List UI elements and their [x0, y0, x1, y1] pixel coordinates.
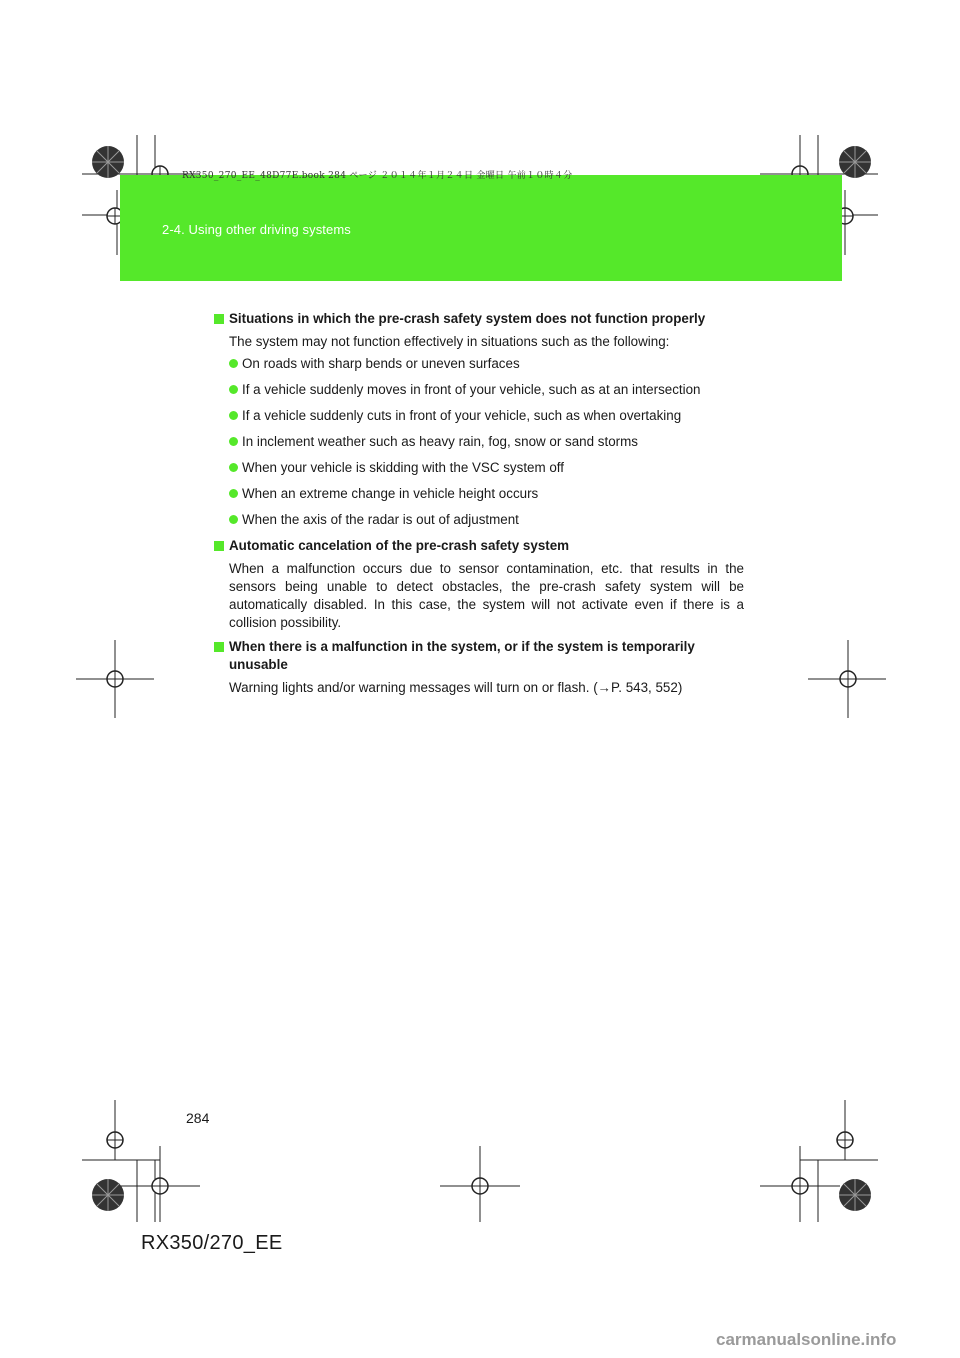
- list-item-text: When the axis of the radar is out of adjustment: [242, 512, 519, 527]
- heading-text: Situations in which the pre-crash safety system does not function properly: [229, 311, 706, 326]
- list-item-text: On roads with sharp bends or uneven surfaces: [242, 356, 520, 371]
- section-situations: [214, 310, 744, 529]
- section-text: When a malfunction occurs due to sensor contamination, etc. that results in the sensors being unable to detect obstacles, the pre-crash safety system will be automatically disabled. In this case, the system will not activate even if there is a collision possibility.: [229, 561, 744, 630]
- watermark: carmanualsonline.info: [716, 1330, 897, 1349]
- dot-bullet-icon: [229, 463, 238, 472]
- section-heading: [214, 638, 744, 674]
- page-content: [214, 310, 744, 703]
- square-bullet-icon: [214, 642, 224, 652]
- file-stamp: RX350_270_EE_48D77E.book 284 ページ ２０１４年１月２４日 金曜日 午前１０時４分: [182, 171, 573, 181]
- list-item-text: When an extreme change in vehicle height occurs: [242, 486, 539, 501]
- section-title: 2-4. Using other driving systems: [162, 222, 351, 237]
- list-item: [229, 485, 744, 503]
- page-number: 284: [186, 1110, 210, 1126]
- square-bullet-icon: [214, 314, 224, 324]
- list-item-text: In inclement weather such as heavy rain, fog, snow or sand storms: [242, 434, 638, 449]
- list-item: [229, 433, 744, 451]
- section-text: Warning lights and/or warning messages will turn on or flash. (→P. 543, 552): [229, 680, 683, 695]
- heading-text: Automatic cancelation of the pre-crash safety system: [229, 538, 570, 553]
- dot-bullet-icon: [229, 385, 238, 394]
- list-item-text: If a vehicle suddenly cuts in front of your vehicle, such as when overtaking: [242, 408, 682, 423]
- model-code: RX350/270_EE: [141, 1232, 283, 1254]
- dot-bullet-icon: [229, 489, 238, 498]
- dot-bullet-icon: [229, 359, 238, 368]
- section-heading: [214, 310, 744, 328]
- list-item: [229, 407, 744, 425]
- dot-bullet-icon: [229, 515, 238, 524]
- list-item: [229, 355, 744, 373]
- dot-bullet-icon: [229, 437, 238, 446]
- section-heading: [214, 537, 744, 555]
- section-malfunction: [214, 638, 744, 697]
- list-item-text: If a vehicle suddenly moves in front of your vehicle, such as at an intersection: [242, 382, 701, 397]
- list-item: [229, 381, 744, 399]
- section-automatic-cancelation: [214, 537, 744, 632]
- list-item-text: When your vehicle is skidding with the VSC system off: [242, 460, 565, 475]
- section-text: The system may not function effectively in situations such as the following:: [229, 334, 670, 349]
- condition-list: [229, 355, 744, 529]
- list-item: [229, 511, 744, 529]
- heading-text: When there is a malfunction in the system, or if the system is temporarily unusable: [229, 639, 695, 672]
- dot-bullet-icon: [229, 411, 238, 420]
- list-item: [229, 459, 744, 477]
- square-bullet-icon: [214, 541, 224, 551]
